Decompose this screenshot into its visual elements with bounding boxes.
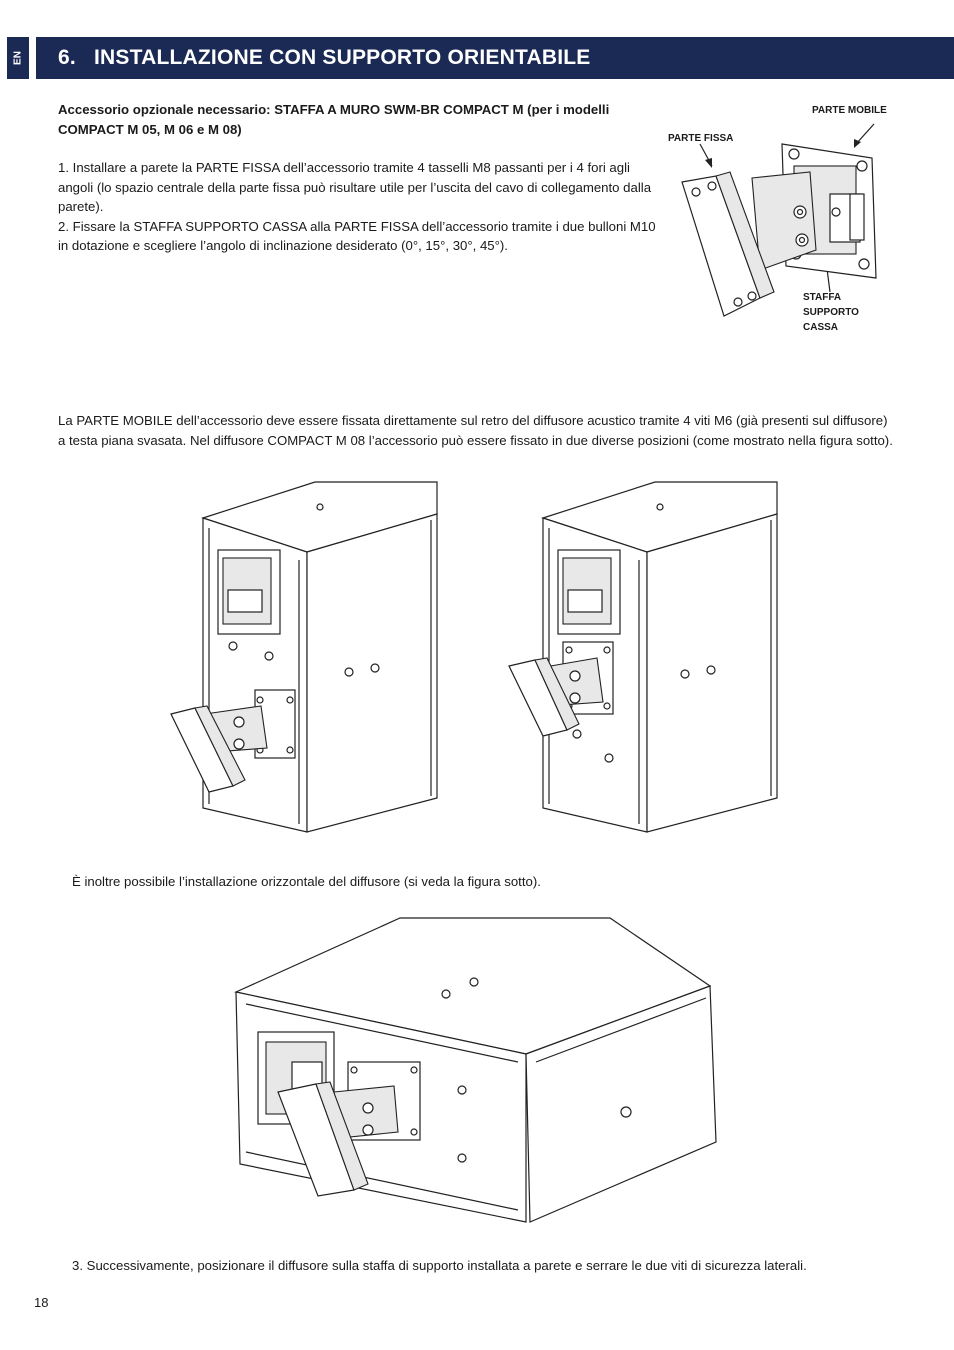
- section-header: [36, 37, 954, 79]
- speaker-vertical-high-mount: [505, 478, 790, 838]
- label-staffa-supporto-cassa: STAFFA SUPPORTO CASSA: [803, 292, 859, 333]
- speaker-horizontal-mount: [230, 912, 720, 1232]
- step-1-text: 1. Installare a parete la PARTE FISSA dell’accessorio tramite 4 tasselli M8 passanti per i 4 fori agli angoli (lo spazio centrale della parte fissa può risultare utile per l’uscita del cavo di collegamento dalla parete).: [58, 160, 652, 214]
- section-title: 6. INSTALLAZIONE CON SUPPORTO ORIENTABILE: [58, 46, 591, 69]
- label-parte-fissa: PARTE FISSA: [668, 133, 734, 144]
- speaker-vertical-low-mount: [165, 478, 450, 838]
- label-parte-mobile: PARTE MOBILE: [812, 105, 887, 116]
- horizontal-install-paragraph: È inoltre possibile l’installazione orizzontale del diffusore (si veda la figura sotto).: [72, 874, 541, 889]
- language-tab: EN: [7, 37, 29, 79]
- step-2-text: 2. Fissare la STAFFA SUPPORTO CASSA alla PARTE FISSA dell’accessorio tramite i due bulloni M10 in dotazione e scegliere l’angolo di inclinazione desiderato (0°, 15°, 30°, 45°).: [58, 218, 656, 253]
- mobile-part-paragraph: La PARTE MOBILE dell’accessorio deve essere fissata direttamente sul retro del diffusore acustico tramite 4 viti M6 (già presenti sul diffusore) a testa piana svasata. Nel diffusore COMPACT M 08 l’accessorio può essere fissato in due diverse posizioni (come mostrato nella figura sotto).: [58, 413, 893, 448]
- step-3-paragraph: 3. Successivamente, posizionare il diffusore sulla staffa di supporto installata a parete e serrare le due viti di sicurezza laterali.: [72, 1258, 807, 1273]
- intro-block: [58, 100, 658, 256]
- accessory-heading: Accessorio opzionale necessario: STAFFA A MURO SWM-BR COMPACT M (per i modelli COMPACT M 05, M 06 e M 08): [58, 102, 610, 137]
- page-number: 18: [34, 1295, 49, 1310]
- bracket-illustration: [660, 120, 900, 340]
